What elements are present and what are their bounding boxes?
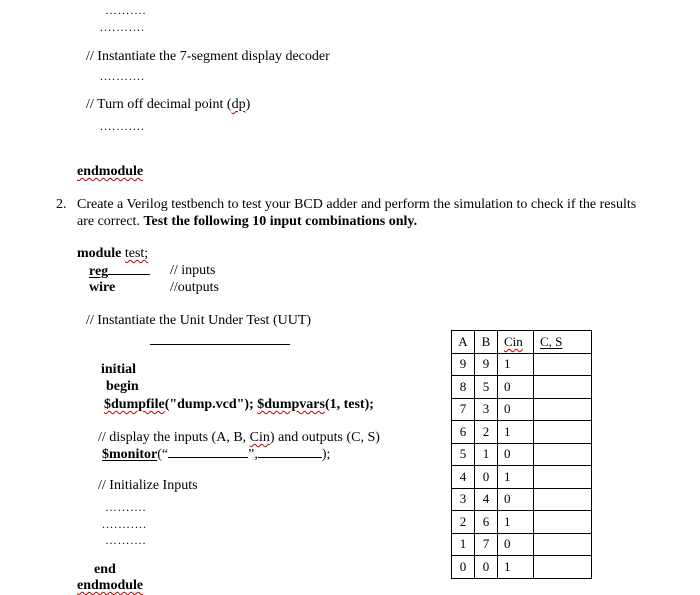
cell-cin: 0 [498, 376, 534, 399]
reg-keyword: reg [89, 264, 109, 279]
blank-line [108, 264, 150, 275]
comment-text: ) and outputs (C, S) [269, 430, 380, 445]
question-text-line1: Create a Verilog testbench to test your BCD adder and perform the simulation to check if the results [77, 197, 637, 212]
header-cin: Cin [498, 331, 534, 354]
cell-cs [534, 398, 592, 421]
cell-b: 1 [475, 443, 498, 466]
monitor-close: ); [321, 447, 331, 462]
header-cs: C, S [534, 331, 592, 354]
cell-cin: 1 [498, 466, 534, 489]
cell-a: 3 [452, 488, 475, 511]
dumpfile-keyword: $dumpfile [104, 397, 165, 412]
comment-decimal-point [86, 98, 250, 112]
table-row [452, 511, 592, 534]
table-row [452, 466, 592, 489]
cell-b: 0 [475, 466, 498, 489]
cell-cin: 0 [498, 398, 534, 421]
comment-text: // display the inputs (A, B, [98, 430, 250, 445]
cell-cs [534, 511, 592, 534]
reg-comment: // inputs [170, 263, 216, 278]
dumpvars-args: (1, test); [324, 397, 374, 412]
dumpvars-keyword: $dumpvars [257, 397, 325, 412]
comment-display [98, 431, 380, 445]
placeholder-dots: .………. [100, 119, 145, 133]
begin-keyword: begin [106, 379, 139, 394]
table-row [452, 398, 592, 421]
placeholder-dots: .………. [100, 69, 145, 83]
cell-b: 6 [475, 511, 498, 534]
cell-a: 5 [452, 443, 475, 466]
spell-flagged-word: Cin [249, 430, 270, 445]
cell-cs [534, 353, 592, 376]
cell-b: 0 [475, 556, 498, 579]
comment-instantiate-decoder: // Instantiate the 7-segment display decoder [86, 49, 330, 64]
table-row [452, 533, 592, 556]
wire-keyword: wire [89, 280, 116, 295]
table-row [452, 376, 592, 399]
cell-a: 1 [452, 533, 475, 556]
cell-a: 6 [452, 421, 475, 444]
end-keyword: end [94, 562, 116, 577]
table-row [452, 421, 592, 444]
endmodule-keyword: endmodule [77, 164, 144, 179]
table-row [452, 556, 592, 579]
cell-b: 9 [475, 353, 498, 376]
cell-b: 4 [475, 488, 498, 511]
spell-flagged-word: dp [231, 97, 246, 112]
cell-cin: 1 [498, 353, 534, 376]
blank-line [168, 447, 248, 458]
wire-comment: //outputs [170, 280, 220, 295]
module-declaration [77, 247, 148, 261]
module-keyword: module [77, 246, 125, 261]
placeholder-dots: .………. [100, 20, 145, 34]
endmodule-keyword: endmodule [77, 578, 144, 593]
module-name: test; [124, 246, 149, 261]
table-header-row [452, 331, 592, 354]
question-text-line2 [77, 215, 417, 229]
cell-a: 9 [452, 353, 475, 376]
cell-cin: 1 [498, 556, 534, 579]
comment-instantiate-uut: // Instantiate the Unit Under Test (UUT) [86, 313, 312, 328]
cell-a: 7 [452, 398, 475, 421]
cell-cs [534, 466, 592, 489]
question-number: 2. [56, 197, 67, 212]
initial-keyword: initial [101, 362, 137, 377]
question-text: are correct. [77, 214, 144, 229]
cell-cin: 1 [498, 421, 534, 444]
monitor-mid: ”, [248, 447, 258, 462]
table-row [452, 443, 592, 466]
cell-cin: 0 [498, 533, 534, 556]
cell-b: 7 [475, 533, 498, 556]
table-row [452, 488, 592, 511]
placeholder-dots: ………. [105, 533, 146, 547]
cell-cin: 0 [498, 443, 534, 466]
cell-cs [534, 488, 592, 511]
cell-cs [534, 376, 592, 399]
cell-b: 5 [475, 376, 498, 399]
cell-a: 2 [452, 511, 475, 534]
header-b: B [475, 331, 498, 354]
monitor-open: (“ [157, 447, 169, 462]
dumpfile-args: ("dump.vcd"); [164, 397, 258, 412]
cell-cs [534, 533, 592, 556]
cell-a: 0 [452, 556, 475, 579]
cell-cs [534, 556, 592, 579]
placeholder-dots: .………. [102, 517, 147, 531]
header-a: A [452, 331, 475, 354]
monitor-keyword: $monitor [102, 447, 158, 462]
table-row [452, 353, 592, 376]
placeholder-dots: ………. [105, 3, 146, 17]
cell-cs [534, 443, 592, 466]
question-emphasis: Test the following 10 input combinations only. [143, 214, 418, 229]
comment-text: // Turn off decimal point ( [86, 97, 232, 112]
cell-cin: 1 [498, 511, 534, 534]
cell-cs [534, 421, 592, 444]
input-combinations-table [451, 330, 592, 579]
comment-initialize-inputs: // Initialize Inputs [98, 478, 198, 493]
dump-statement [104, 398, 374, 412]
blank-line [150, 344, 290, 345]
cell-b: 3 [475, 398, 498, 421]
comment-text: ) [245, 97, 251, 112]
cell-a: 8 [452, 376, 475, 399]
cell-b: 2 [475, 421, 498, 444]
placeholder-dots: ………. [105, 500, 146, 514]
blank-line [258, 447, 322, 458]
reg-declaration [89, 264, 150, 279]
cell-a: 4 [452, 466, 475, 489]
cell-cin: 0 [498, 488, 534, 511]
monitor-statement [102, 447, 330, 462]
